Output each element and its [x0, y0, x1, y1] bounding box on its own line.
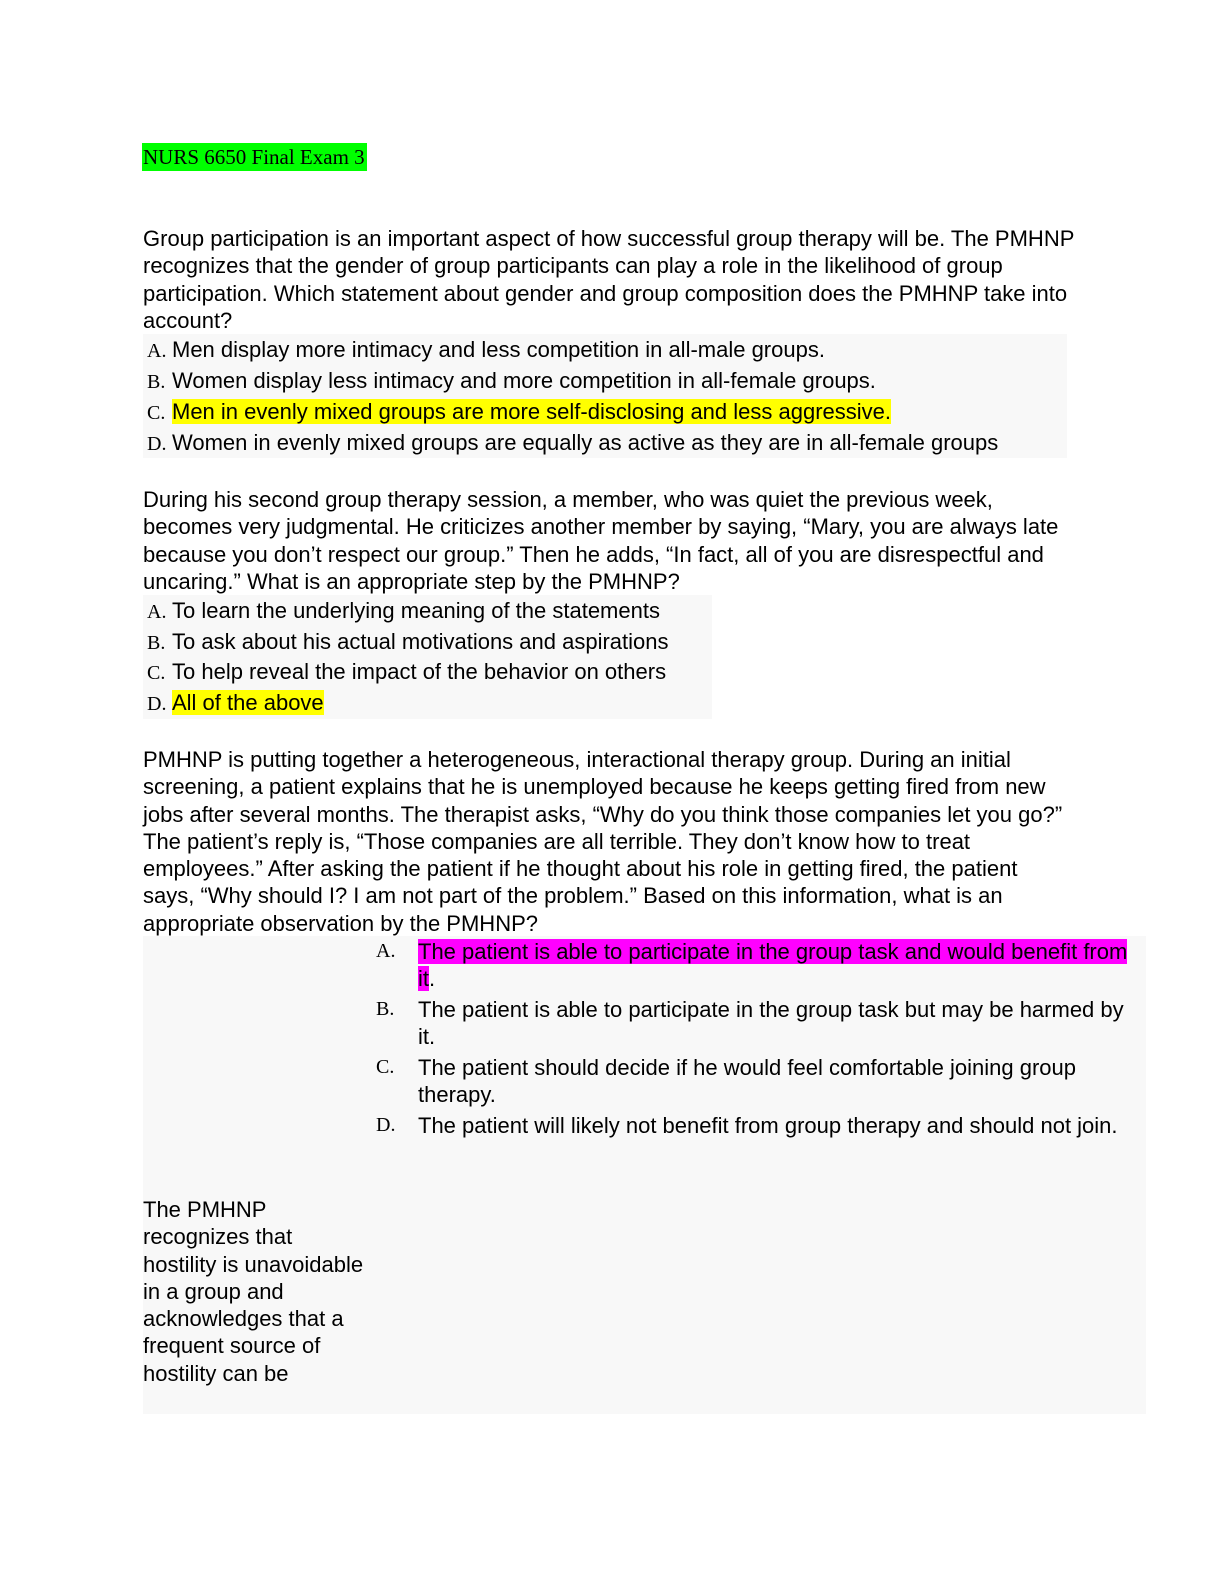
- option-letter: A.: [147, 340, 167, 362]
- option-letter: D.: [147, 433, 167, 455]
- question-2-stem: During his second group therapy session, a member, who was quiet the previous week, becomes very judgmental. He criticizes another member by saying, “Mary, you are always late because you don’t respect our group.” Then he adds, “In fact, all of you are disrespectful and uncaring.” What is an appropriate step by the PMHNP?: [143, 487, 1059, 594]
- question-3-option-c: [376, 1054, 1136, 1110]
- option-trailing-period: .: [429, 966, 436, 992]
- option-text: Women display less intimacy and more competition in all-female groups.: [172, 368, 876, 393]
- document-title: NURS 6650 Final Exam 3: [143, 145, 365, 169]
- question-2-option-d: [147, 687, 324, 718]
- question-1-option-a: [147, 334, 825, 365]
- question-4-stem: The PMHNP recognizes that hostility is unavoidable in a group and acknowledges that a frequent source of hostility can be: [143, 1197, 364, 1386]
- question-1-option-d: [147, 427, 998, 458]
- question-2-option-b: [147, 626, 669, 657]
- option-text: To help reveal the impact of the behavior on others: [172, 659, 667, 684]
- highlighted-answer: All of the above: [172, 690, 324, 715]
- option-letter: B.: [376, 998, 395, 1020]
- option-letter: D.: [147, 693, 167, 715]
- option-letter: A.: [147, 601, 167, 623]
- option-letter: A.: [376, 940, 396, 962]
- question-2-option-c: [147, 656, 666, 687]
- option-text: To ask about his actual motivations and aspirations: [172, 629, 669, 654]
- option-text: The patient will likely not benefit from group therapy and should not join.: [418, 1113, 1118, 1138]
- question-3-option-d: [376, 1112, 1136, 1168]
- option-letter: B.: [147, 371, 166, 393]
- question-2-option-a: [147, 595, 660, 626]
- option-text: To learn the underlying meaning of the statements: [172, 598, 660, 623]
- question-3-option-b: [376, 996, 1136, 1052]
- option-letter: D.: [376, 1114, 396, 1136]
- option-text: The patient is able to participate in the group task but may be harmed by it.: [418, 997, 1124, 1050]
- highlighted-answer: Men in evenly mixed groups are more self-disclosing and less aggressive.: [172, 399, 892, 424]
- option-text: The patient should decide if he would feel comfortable joining group therapy.: [418, 1055, 1076, 1108]
- question-3-option-a: [376, 938, 1136, 994]
- option-text: Men display more intimacy and less competition in all-male groups.: [172, 337, 825, 362]
- question-1-stem: Group participation is an important aspect of how successful group therapy will be. The PMHNP recognizes that the gender of group participants can play a role in the likelihood of group participation. Which statement about gender and group composition does the PMHNP take into account?: [143, 226, 1074, 333]
- question-1-option-c: [147, 396, 891, 427]
- option-letter: C.: [147, 662, 166, 684]
- question-1-option-b: [147, 365, 876, 396]
- option-letter: C.: [376, 1056, 395, 1078]
- question-3-stem: PMHNP is putting together a heterogeneous, interactional therapy group. During an initial screening, a patient explains that he is unemployed because he keeps getting fired from new jobs after several months. The therapist asks, “Why do you think those companies let you go?” The patient’s reply is, “Those companies are all terrible. They don’t know how to treat employees.” After asking the patient if he thought about his role in getting fired, the patient says, “Why should I? I am not part of the problem.” Based on this information, what is an appropriate observation by the PMHNP?: [143, 747, 1063, 936]
- option-text: Women in evenly mixed groups are equally as active as they are in all-female groups: [172, 430, 999, 455]
- option-letter: B.: [147, 632, 166, 654]
- highlighted-answer: The patient is able to participate in the group task and would benefit from it: [418, 939, 1128, 992]
- option-letter: C.: [147, 402, 166, 424]
